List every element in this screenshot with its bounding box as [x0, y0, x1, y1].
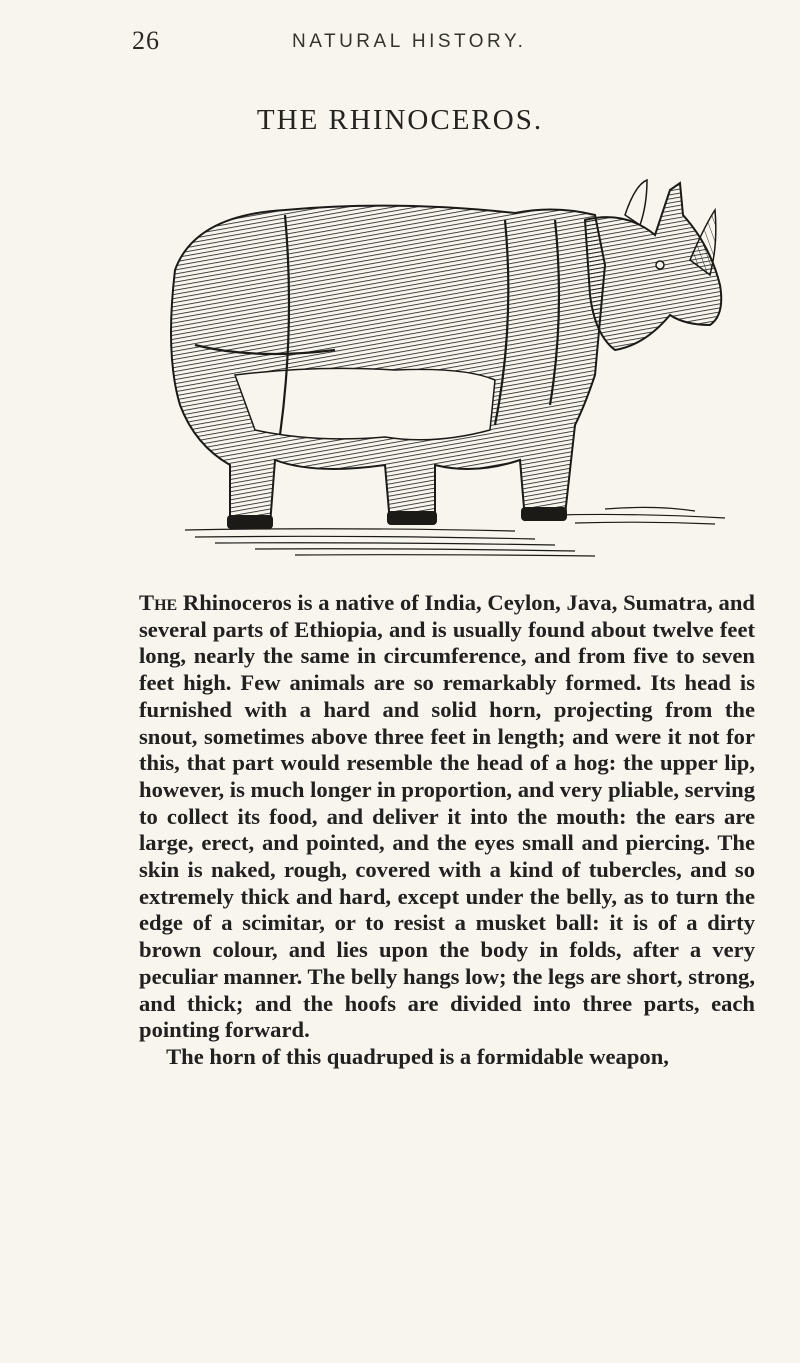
rhino-ear: [625, 180, 647, 225]
rhino-belly: [235, 368, 495, 439]
paragraph-1: [139, 590, 755, 1044]
paragraph-1-text: Rhinoceros is a native of India, Ceylon, Java, Sumatra, and several parts of Ethiopia, and is usually found about twelve feet long, nearly the same in circumference, and from five to seven feet high. Few animals are so remarkably formed. Its head is furnished with a hard and solid horn, projecting from the snout, sometimes above three feet in length; and were it not for this, that part would resemble the head of a hog: the upper lip, however, is much longer in proportion, and very pliable, serving to collect its food, and deliver it into the mouth: the ears are large, erect, and pointed, and the eyes small and piercing. The skin is naked, rough, covered with a kind of tubercles, and so extremely thick and hard, except under the belly, as to turn the edge of a scimitar, or to resist a musket ball: it is of a dirty brown colour, and lies upon the body in folds, after a very peculiar manner. The belly hangs low; the legs are short, strong, and thick; and the hoofs are divided into three parts, each pointing forward.: [139, 590, 755, 1043]
paragraph-2: The horn of this quadruped is a formidable weapon,: [166, 1043, 669, 1069]
paragraph-lead-word: The: [139, 590, 178, 615]
page-number: 26: [132, 26, 160, 55]
rhinoceros-illustration: [135, 175, 735, 575]
article-title: THE RHINOCEROS.: [256, 104, 544, 136]
article-body: [139, 590, 755, 1071]
running-title: NATURAL HISTORY.: [292, 31, 527, 52]
rhino-body: [171, 206, 605, 527]
rhino-eye: [656, 261, 664, 269]
running-head: [0, 26, 800, 56]
